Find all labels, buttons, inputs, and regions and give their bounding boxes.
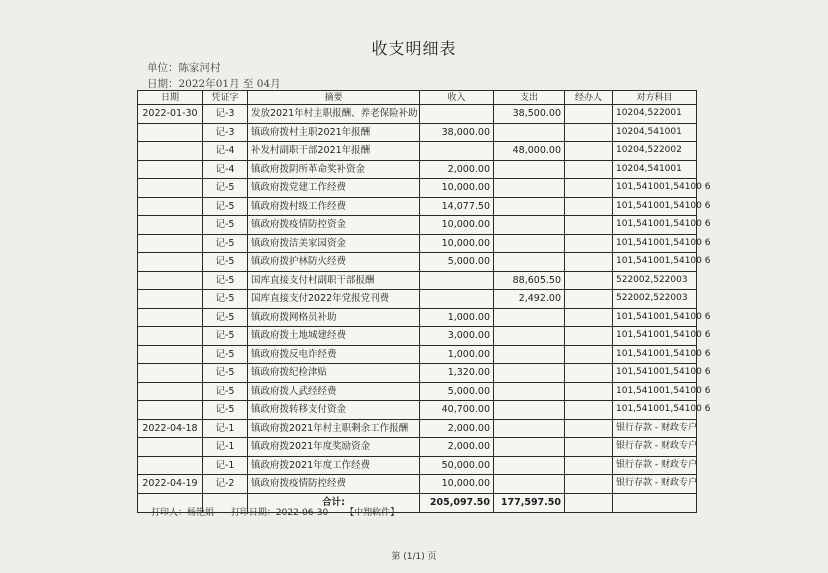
cell-income: 40,700.00: [420, 401, 494, 420]
header-account: 对方科目: [613, 91, 697, 105]
cell-account: 10204,522001: [613, 105, 697, 124]
header-voucher: 凭证字: [203, 91, 248, 105]
cell-voucher: 记-5: [203, 271, 248, 290]
unit-label: 单位：陈家河村: [147, 62, 221, 74]
cell-voucher: 记-3: [203, 123, 248, 142]
cell-income: 2,000.00: [420, 160, 494, 179]
cell-income: 1,000.00: [420, 308, 494, 327]
cell-summary: 镇政府拨纪检津贴: [248, 364, 420, 383]
cell-handler: [565, 401, 613, 420]
cell-income: 38,000.00: [420, 123, 494, 142]
cell-date: [138, 308, 203, 327]
table-row: [138, 271, 697, 290]
cell-expense: [494, 197, 565, 216]
cell-expense: [494, 234, 565, 253]
table-row: [138, 234, 697, 253]
cell-account: 101,541001,54100 6: [613, 327, 697, 346]
cell-expense: [494, 308, 565, 327]
cell-voucher: 记-1: [203, 419, 248, 438]
cell-date: [138, 327, 203, 346]
cell-voucher: 记-5: [203, 364, 248, 383]
printer-label: 打印人：杨艳娟: [151, 508, 215, 518]
date-range-label: 日期：2022年01月 至 04月: [147, 78, 281, 90]
cell-income: 1,000.00: [420, 345, 494, 364]
cell-date: [138, 364, 203, 383]
cell-summary: 镇政府拨护林防火经费: [248, 253, 420, 272]
cell-income: [420, 271, 494, 290]
total-expense: 177,597.50: [494, 493, 565, 512]
table-row: [138, 105, 697, 124]
cell-voucher: 记-5: [203, 382, 248, 401]
cell-handler: [565, 142, 613, 161]
cell-income: 10,000.00: [420, 216, 494, 235]
cell-account: 101,541001,54100 6: [613, 401, 697, 420]
cell-income: 3,000.00: [420, 327, 494, 346]
cell-income: [420, 105, 494, 124]
cell-handler: [565, 438, 613, 457]
header-income: 收入: [420, 91, 494, 105]
cell-date: [138, 345, 203, 364]
cell-account: 银行存款 - 财政专户: [613, 419, 697, 438]
cell-income: 2,000.00: [420, 419, 494, 438]
cell-date: [138, 401, 203, 420]
print-footer: [151, 505, 413, 518]
cell-account: 522002,522003: [613, 271, 697, 290]
cell-summary: 镇政府拨村级工作经费: [248, 197, 420, 216]
cell-handler: [565, 419, 613, 438]
cell-handler: [565, 271, 613, 290]
software-label: 【中翔软件】: [345, 508, 400, 518]
cell-handler: [565, 364, 613, 383]
header-expense: 支出: [494, 91, 565, 105]
cell-income: 5,000.00: [420, 253, 494, 272]
cell-handler: [565, 475, 613, 494]
table-row: [138, 382, 697, 401]
table-row: [138, 123, 697, 142]
cell-expense: [494, 123, 565, 142]
cell-expense: [494, 345, 565, 364]
cell-summary: 国库直接支付村副职干部报酬: [248, 271, 420, 290]
cell-expense: [494, 364, 565, 383]
cell-account: 101,541001,54100 6: [613, 197, 697, 216]
cell-account: 522002,522003: [613, 290, 697, 309]
cell-voucher: 记-5: [203, 197, 248, 216]
cell-summary: 镇政府拨转移支付资金: [248, 401, 420, 420]
cell-expense: [494, 456, 565, 475]
cell-expense: 48,000.00: [494, 142, 565, 161]
cell-handler: [565, 253, 613, 272]
cell-expense: [494, 438, 565, 457]
cell-expense: 2,492.00: [494, 290, 565, 309]
table-row: [138, 475, 697, 494]
cell-handler: [565, 123, 613, 142]
cell-handler: [565, 456, 613, 475]
cell-date: [138, 216, 203, 235]
cell-expense: [494, 327, 565, 346]
cell-date: [138, 382, 203, 401]
cell-date: [138, 234, 203, 253]
cell-account: 银行存款 - 财政专户: [613, 475, 697, 494]
cell-account: 10204,541001: [613, 160, 697, 179]
cell-summary: 镇政府拨土地城建经费: [248, 327, 420, 346]
page-title: 收支明细表: [371, 39, 457, 58]
cell-handler: [565, 290, 613, 309]
cell-summary: 补发村副职干部2021年报酬: [248, 142, 420, 161]
cell-date: [138, 271, 203, 290]
print-date-label: 打印日期：2022-06-30: [230, 508, 329, 518]
cell-voucher: 记-1: [203, 456, 248, 475]
table-row: [138, 197, 697, 216]
header-handler: 经办人: [565, 91, 613, 105]
table-row: [138, 142, 697, 161]
cell-income: 10,000.00: [420, 475, 494, 494]
cell-handler: [565, 327, 613, 346]
cell-voucher: 记-5: [203, 216, 248, 235]
cell-date: [138, 438, 203, 457]
cell-expense: 38,500.00: [494, 105, 565, 124]
table-row: [138, 179, 697, 198]
cell-voucher: 记-5: [203, 401, 248, 420]
total-spacer: [565, 493, 613, 512]
cell-voucher: 记-5: [203, 327, 248, 346]
cell-handler: [565, 345, 613, 364]
cell-voucher: 记-5: [203, 179, 248, 198]
cell-account: 101,541001,54100 6: [613, 253, 697, 272]
cell-voucher: 记-4: [203, 160, 248, 179]
cell-summary: 镇政府拨疫情防控经费: [248, 475, 420, 494]
cell-expense: [494, 419, 565, 438]
table-row: [138, 456, 697, 475]
cell-handler: [565, 105, 613, 124]
cell-handler: [565, 382, 613, 401]
cell-expense: [494, 382, 565, 401]
total-spacer: [613, 493, 697, 512]
cell-expense: [494, 475, 565, 494]
cell-account: 101,541001,54100 6: [613, 345, 697, 364]
cell-summary: 镇政府拨反电诈经费: [248, 345, 420, 364]
cell-income: [420, 142, 494, 161]
cell-handler: [565, 179, 613, 198]
cell-account: 10204,541001: [613, 123, 697, 142]
cell-summary: 镇政府拨人武经经费: [248, 382, 420, 401]
cell-date: [138, 290, 203, 309]
cell-account: 101,541001,54100 6: [613, 364, 697, 383]
cell-expense: [494, 216, 565, 235]
cell-date: 2022-01-30: [138, 105, 203, 124]
table-row: [138, 308, 697, 327]
cell-voucher: 记-3: [203, 105, 248, 124]
cell-voucher: 记-5: [203, 308, 248, 327]
cell-summary: 镇政府拨党建工作经费: [248, 179, 420, 198]
cell-date: [138, 142, 203, 161]
cell-handler: [565, 160, 613, 179]
cell-expense: [494, 253, 565, 272]
cell-expense: [494, 401, 565, 420]
cell-summary: 镇政府拨疫情防控资金: [248, 216, 420, 235]
cell-income: 14,077.50: [420, 197, 494, 216]
table-header-row: [138, 91, 697, 105]
total-income: 205,097.50: [420, 493, 494, 512]
cell-account: 101,541001,54100 6: [613, 382, 697, 401]
ledger-table: [137, 90, 711, 513]
table-row: [138, 160, 697, 179]
table-row: [138, 216, 697, 235]
cell-account: 101,541001,54100 6: [613, 216, 697, 235]
table-row: [138, 419, 697, 438]
table-row: [138, 401, 697, 420]
table-row: [138, 438, 697, 457]
cell-voucher: 记-5: [203, 345, 248, 364]
cell-date: [138, 253, 203, 272]
table-row: [138, 364, 697, 383]
cell-summary: 国库直接支付2022年党报党刊费: [248, 290, 420, 309]
table-row: [138, 327, 697, 346]
cell-account: 银行存款 - 财政专户: [613, 456, 697, 475]
cell-account: 10204,522002: [613, 142, 697, 161]
cell-summary: 镇政府拨网格员补助: [248, 308, 420, 327]
cell-handler: [565, 197, 613, 216]
cell-expense: 88,605.50: [494, 271, 565, 290]
cell-income: 5,000.00: [420, 382, 494, 401]
cell-summary: 镇政府拨2021年村主职剩余工作报酬: [248, 419, 420, 438]
header-date: 日期: [138, 91, 203, 105]
cell-date: [138, 456, 203, 475]
cell-income: 10,000.00: [420, 179, 494, 198]
table-row: [138, 345, 697, 364]
cell-account: 101,541001,54100 6: [613, 308, 697, 327]
cell-income: 50,000.00: [420, 456, 494, 475]
table-row: [138, 290, 697, 309]
cell-handler: [565, 216, 613, 235]
cell-expense: [494, 179, 565, 198]
cell-income: 1,320.00: [420, 364, 494, 383]
total-label: 合计:: [248, 493, 420, 512]
cell-handler: [565, 234, 613, 253]
cell-voucher: 记-1: [203, 438, 248, 457]
cell-date: [138, 160, 203, 179]
cell-income: 10,000.00: [420, 234, 494, 253]
cell-date: 2022-04-19: [138, 475, 203, 494]
cell-expense: [494, 160, 565, 179]
cell-voucher: 记-4: [203, 142, 248, 161]
cell-income: 2,000.00: [420, 438, 494, 457]
cell-voucher: 记-5: [203, 253, 248, 272]
header-summary: 摘要: [248, 91, 420, 105]
cell-voucher: 记-2: [203, 475, 248, 494]
cell-voucher: 记-5: [203, 290, 248, 309]
cell-summary: 镇政府拨村主职2021年报酬: [248, 123, 420, 142]
cell-summary: 镇政府拨洁美家园资金: [248, 234, 420, 253]
cell-date: [138, 123, 203, 142]
table-row: [138, 253, 697, 272]
cell-account: 银行存款 - 财政专户: [613, 438, 697, 457]
cell-summary: 镇政府拨2021年度奖励资金: [248, 438, 420, 457]
cell-summary: 发放2021年村主职报酬、养老保险补助: [248, 105, 420, 124]
cell-account: 101,541001,54100 6: [613, 179, 697, 198]
cell-date: [138, 197, 203, 216]
cell-income: [420, 290, 494, 309]
cell-summary: 镇政府拨2021年度工作经费: [248, 456, 420, 475]
cell-date: 2022-04-18: [138, 419, 203, 438]
cell-date: [138, 179, 203, 198]
ledger-body: [138, 105, 711, 494]
page-number: 第 (1/1) 页: [391, 552, 437, 562]
cell-summary: 镇政府拨阴所革命奖补资金: [248, 160, 420, 179]
cell-handler: [565, 308, 613, 327]
cell-voucher: 记-5: [203, 234, 248, 253]
cell-account: 101,541001,54100 6: [613, 234, 697, 253]
